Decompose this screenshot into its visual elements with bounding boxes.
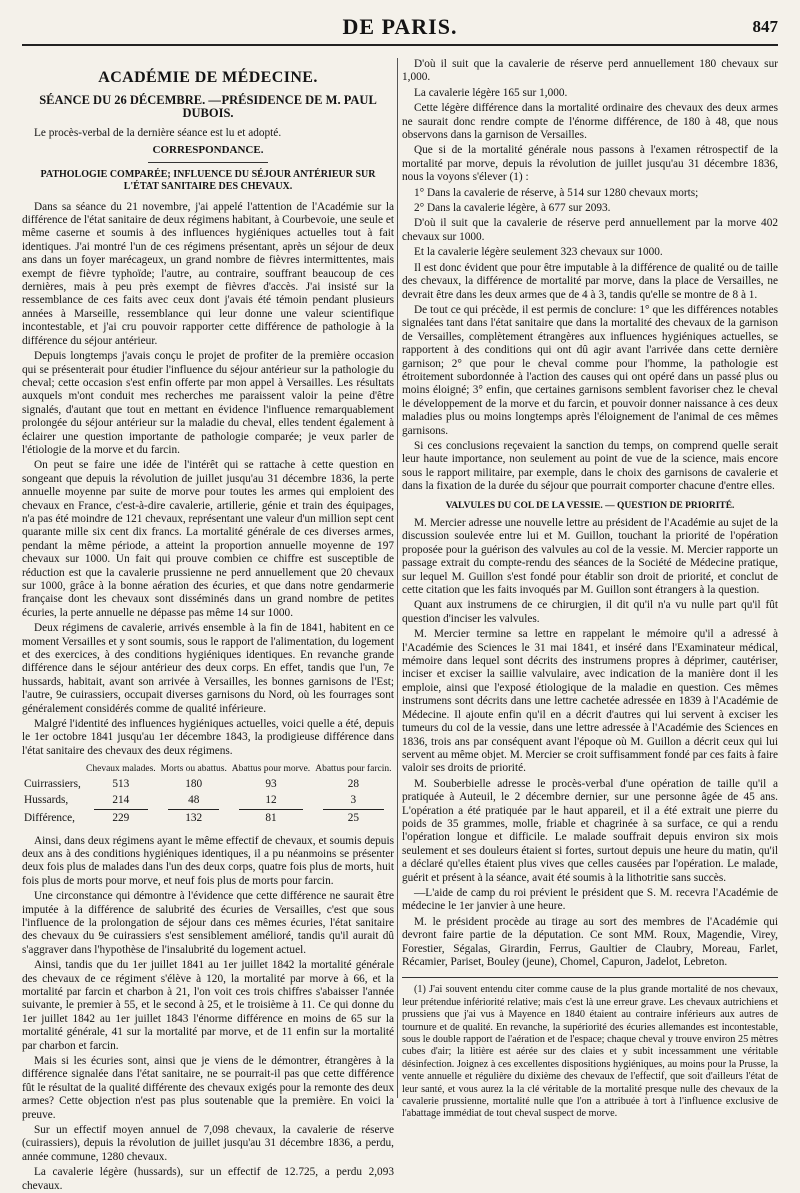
paragraph: Quant aux instrumens de ce chirurgien, il dit qu'il n'a vu nulle part qu'il fût question d'inciser les valvules.	[402, 599, 778, 626]
paragraph: Deux régimens de cavalerie, arrivés ensemble à la fin de 1841, habitent en ce moment Versailles et y sont soumis, sous le rapport de l'alimentation, du logement et des exercices, à des conditions hygiéniques identiques. En revanche grande différence dans le séjour antérieur des deux corps. En effet, tandis que l'un, 7e hussards, habitait, avant son arrivée à Versailles, les bonnes garnisons de l'Est; l'autre, 9e cuirassiers, occupait diverses garnisons du Nord, où les fourrages sont généralement considérés comme de qualité inférieure.	[22, 622, 394, 716]
table-cell: 12	[229, 793, 312, 808]
right-column	[402, 58, 778, 1098]
table-cell: 513	[84, 777, 159, 792]
paragraph: 2° Dans la cavalerie légère, à 677 sur 2093.	[402, 202, 778, 215]
table-cell: Hussards,	[22, 793, 84, 808]
paragraph: Il est donc évident que pour être imputable à la différence de qualité ou de taille des chevaux, la différence de mortalité par morve, dans la place de Versailles, ne devrait être dans les deux armes que de 4 à 3, tandis qu'elle se montre de 8 à 1.	[402, 262, 778, 302]
page-header-title: DE PARIS.	[0, 14, 800, 40]
table-cell: 132	[158, 811, 229, 826]
table-cell: 93	[229, 777, 312, 792]
table-header: Abattus pour morve.	[229, 764, 312, 777]
table-cell: 28	[313, 777, 394, 792]
table-header: Chevaux malades.	[84, 764, 159, 777]
mortality-table	[22, 764, 394, 826]
table-header	[22, 764, 84, 777]
paragraph: D'où il suit que la cavalerie de réserve perd annuellement par la morve 402 chevaux sur 1000.	[402, 217, 778, 244]
table-cell: 180	[158, 777, 229, 792]
seance-date: SÉANCE DU 26 DÉCEMBRE.	[39, 93, 205, 107]
paragraph: Depuis longtemps j'avais conçu le projet de profiter de la première occasion qui se présenterait pour étudier l'influence du séjour antérieur sur la pathologie du cheval; cette occasion s'est enfin offerte par mon appel à Versailles. Les résultats auxquels m'ont conduit mes recherches me paraissent valoir la peine d'être signalés, d'autant que tout en mettant en évidence l'influence remarquablement prolongée du séjour antérieur sur la maladie du cheval, elles tendent également à éclairer une question importante de pathologie comparée; je veux parler de l'étiologie de la morve et du farcin.	[22, 350, 394, 457]
paragraph: La cavalerie légère (hussards), sur un effectif de 12.725, a perdu 2,093 chevaux.	[22, 1166, 394, 1193]
right-paragraphs-a	[402, 58, 778, 494]
footnote: (1) J'ai souvent entendu citer comme cause de la plus grande mortalité de nos chevaux, leur prétendue infériorité relative; mais c'est là une erreur grave. Les chevaux autrichiens et prussiens que j'ai vus à Mayence en 1840 étaient au contraire inférieurs aux autres de tournure et de qualité. En revanche, la supériorité des écuries allemandes est incontestable, sous le double rapport de l'aération et de l'espace; chaque cheval y trouve environ 25 mètres cubes d'air; la litière est aérée sur des claies et y subit incessamment une véritable désinfection. Joignez à ces excellentes dispositions hygiéniques, au moins pour la Prusse, la vente annuelle et régulière du dixième des chevaux de l'effectif, que soit d'ailleurs l'état de leur santé, et vous aurez la la clé véritable de la mortalité presque nulle des chevaux de la cavalerie prussienne, mortalité nulle que l'on a attribuée à tort à l'influence exclusive de l'abattage immédiat de tout cheval suspect de morve.	[402, 984, 778, 1120]
header-rule	[22, 44, 778, 46]
left-paragraphs-b	[22, 835, 394, 1193]
table-row	[22, 777, 394, 792]
paragraph: —L'aide de camp du roi prévient le président que S. M. recevra l'Académie de médecine le 1er janvier à une heure.	[402, 887, 778, 914]
paragraph: Si ces conclusions reçevaient la sanction du temps, on comprend quelle serait leur haute importance, non seulement au point de vue de la science, mais encore sous le rapport militaire, par exemple, dans le choix des garnisons de cavalerie et dans la fixation de la durée du séjour que pourrait comporter chacune d'entre elles.	[402, 440, 778, 494]
table-row	[22, 793, 394, 808]
paragraph: Sur un effectif moyen annuel de 7,098 chevaux, la cavalerie de réserve (cuirassiers), depuis la révolution de juillet jusqu'au 31 décembre 1836, a perdu, année commune, 1280 chevaux.	[22, 1124, 394, 1164]
section-heading: ACADÉMIE DE MÉDECINE.	[22, 68, 394, 88]
valvules-heading: VALVULES DU COL DE LA VESSIE. — QUESTION DE PRIORITÉ.	[402, 500, 778, 513]
paragraph: Ainsi, dans deux régimens ayant le même effectif de chevaux, et soumis depuis deux ans à des conditions hygiéniques identiques, il a pu néanmoins se présenter deux fois plus de malades dans l'un des deux corps, quatre fois plus de morts, huit fois plus de morts pour morve, et neuf fois plus de morts pour farcin.	[22, 835, 394, 889]
table-row	[22, 811, 394, 826]
left-paragraphs-a	[22, 201, 394, 759]
paragraph: Que si de la mortalité générale nous passons à l'examen rétrospectif de la mortalité par morve, depuis la révolution de juillet jusqu'au 31 décembre 1836, nous la voyons s'élever (1) :	[402, 144, 778, 184]
paragraph: M. Mercier termine sa lettre en rappelant le mémoire qu'il a adressé à l'Académie des Sciences le 31 mai 1841, et inséré dans l'Examinateur médical, mémoire dans lequel sont décrits des instrumens propres à déprimer, cautériser, inciser et exciser la saillie valvulaire, avec indication de la manière dont il les emploie, ainsi que l'exposé étiologique de la maladie en question. Ces mêmes instrumens sont décrits dans une lettre cachetée adressée en 1839 à l'Académie de Médecine. Il ajoute enfin qu'il en a décrit d'autres qui lui servent à exciser les tumeurs du col de la vessie, dans une lettre adressée à l'Académie des Sciences en 1836, trois ans par conséquent avant l'époque où M. Guillon a décrit ceux qui lui servent au même objet. M. Mercier se croit suffisamment fondé par ces faits à faire valoir ses droits de priorité.	[402, 628, 778, 775]
footnote-rule	[402, 977, 778, 978]
paragraph: M. Mercier adresse une nouvelle lettre au président de l'Académie au sujet de la discussion soulevée entre lui et M. Guillon, touchant la priorité de l'opération proposée pour la guérison des valvules au col de la vessie. M. Mercier rapporte un passage extrait du compte-rendu des séances de la Société de Médecine pratique, sur lequel M. Guillon s'est fondé pour établir son droit de priorité, et conclut de cette citation que les faits invoqués par M. Guillon sont étrangers à la question.	[402, 517, 778, 597]
table-cell: 229	[84, 811, 159, 826]
table-header: Abattus pour farcin.	[313, 764, 394, 777]
seance-presidence: PRÉSIDENCE DE M. PAUL DUBOIS.	[182, 93, 376, 120]
paragraph: Mais si les écuries sont, ainsi que je viens de le démontrer, étrangères à la différence signalée dans l'état sanitaire, ne se pourrait-il pas que cette différence fût le résultat de la qualité différente des chevaux exigés pour la remonte des deux armes? Cette objection n'est pas plus soutenable que la première. En voici la preuve.	[22, 1055, 394, 1122]
paragraph: Et la cavalerie légère seulement 323 chevaux sur 1000.	[402, 246, 778, 259]
page-number: 847	[753, 17, 779, 37]
table-cell: 3	[313, 793, 394, 808]
table-cell: 214	[84, 793, 159, 808]
right-paragraphs-b	[402, 517, 778, 969]
paragraph: D'où il suit que la cavalerie de réserve perd annuellement 180 chevaux sur 1,000.	[402, 58, 778, 85]
correspondance-heading: CORRESPONDANCE.	[22, 144, 394, 157]
seance-line: SÉANCE DU 26 DÉCEMBRE. — PRÉSIDENCE DE M. PAUL DUBOIS.	[22, 94, 394, 121]
section-rule	[148, 162, 268, 163]
table-cell: 81	[229, 811, 312, 826]
paragraph: De tout ce qui précède, il est permis de conclure: 1° que les différences notables signalées tant dans l'état sanitaire que dans la mortalité des chevaux de la garnison de Versailles, complètement étrangères aux influences hygiéniques actuelles, se rapportent à des conditions qui ont dû agir avant l'arrivée dans cette dernière garnison; 2° que pour le cheval comme pour l'homme, la pathologie est étroitement subordonnée à l'action des causes qui ont opéré dans un passé plus ou moins éloigné; 3° enfin, que certaines garnisons semblent favoriser chez le cheval le développement de la morve et du farcin, et pouvoir donner naissance à ces deux maladies plus ou moins longtemps après l'éloignement de l'animal de ces mêmes garnisons.	[402, 304, 778, 438]
masthead	[0, 0, 800, 46]
table-header-row	[22, 764, 394, 777]
column-divider	[397, 58, 398, 1098]
left-column	[22, 58, 394, 1098]
paragraph: Une circonstance qui démontre à l'évidence que cette différence ne saurait être imputée à la différence de salubrité des écuries de Versailles, c'est que sous l'influence de la prolongation de séjour dans ces mêmes écuries, l'état sanitaire des chevaux du 9e cuirassiers s'est sensiblement amélioré, tandis qu'il aurait dû s'aggraver dans l'hypothèse de l'insalubrité du logement actuel.	[22, 890, 394, 957]
table-cell: 48	[158, 793, 229, 808]
paragraph: Cette légère différence dans la mortalité ordinaire des chevaux des deux armes ne saurait donc rendre compte de l'énorme différence, de 180 à 48, que nous observons dans la garnison de Versailles.	[402, 102, 778, 142]
paragraph: La cavalerie légère 165 sur 1,000.	[402, 87, 778, 100]
proces-verbal: Le procès-verbal de la dernière séance est lu et adopté.	[22, 127, 394, 140]
table-cell: Différence,	[22, 811, 84, 826]
paragraph: Ainsi, tandis que du 1er juillet 1841 au 1er juillet 1842 la mortalité générale des chevaux de ce régiment s'élève à 120, la mortalité par morve à 66, et la mortalité par farcin et charbon à 21, l'on voit ces trois chiffres s'abaisser l'année suivante, le premier à 55, et le second à 25, et le troisième à 11. Ce qui donne du 1er juillet 1842 au 1er juillet 1843 l'énorme différence en moins de 65 sur la mortalité générale, 41 sur la mortalité par morve, et de 11 enfin sur la mortalité par charbon et farcin.	[22, 959, 394, 1053]
table-cell: Cuirrassiers,	[22, 777, 84, 792]
paragraph: Dans sa séance du 21 novembre, j'ai appelé l'attention de l'Académie sur la différence de l'état sanitaire de deux régimens habitant, à Courbevoie, une seule et même caserne et soumis à des influences hygiéniques actuelles tout à fait identiques. J'ai montré l'un de ces régimens présentant, après un séjour de deux ans dans un foyer marécageux, un grand nombre de fièvres intermittentes, mais exempt de fièvre typhoïde; l'autre, au contraire, souffrant beaucoup de ces dernières, mais à peu près exempt de fièvres d'accès. J'ai insisté sur la ressemblance de ces faits avec ceux dont j'avais été témoin pendant plusieurs années à Marseille, ressemblance qui leur donne une valeur scientifique incontestable, et j'ai cru pouvoir rapporter cette différence de pathologie à la différence du séjour antérieur.	[22, 201, 394, 348]
paragraph: On peut se faire une idée de l'intérêt qui se rattache à cette question en songeant que depuis la révolution de juillet jusqu'au 31 décembre 1836, la perte annuelle moyenne par suite de morve pour toutes les armes qui emploient des chevaux en France, c'est-à-dire cavalerie, artillerie, génie et train des équipages, n'a pas été moindre de 121 chevaux, représentant une valeur d'un million sept cent quarante mille six cent dix francs. La mortalité générale de ces diverses armes, pendant la même période, a atteint la proportion annuelle moyenne de 197 chevaux sur 1000. Un fait qui prouve combien ce chiffre est susceptible de réduction est que la cavalerie prussienne ne perd annuellement que 20 chevaux sur 1000, grâce à la bonne aération des écuries, et que dans notre gendarmerie française dont les chevaux sont disséminés dans un grand nombre de petites écuries, la perte annuelle ne dépasse pas même 14 sur 1000.	[22, 459, 394, 620]
table-header: Morts ou abattus.	[158, 764, 229, 777]
paragraph: M. le président procède au tirage au sort des membres de l'Académie qui devront faire partie de la députation. Ce sont MM. Roux, Magendie, Virey, Forestier, Ségalas, Girardin, Ferrus, Gaultier de Claubry, Moreau, Farlet, Récamier, Pariset, Bouley (jeune), Chomel, Capuron, Jadelot, Lebreton.	[402, 916, 778, 970]
paragraph: M. Souberbielle adresse le procès-verbal d'une opération de taille qu'il a pratiquée à Auteuil, le 2 décembre dernier, sur une personne âgée de 45 ans. L'opération a été pratiquée par le haut appareil, et il a été extrait une pierre du poids de 35 grammes, molle, friable et chagrinée à sa surface, ce qui a rendu l'opération longue et difficile. Le malade souffrait depuis environ six mois seulement et ses douleurs étaient si fortes, surtout depuis une heure du matin, qu'il a déclaré qu'elles étaient plus vives que celles causées par l'opération. Le malade, guérit et présent à la séance, avait été soumis à la lithotritie sans succès.	[402, 778, 778, 885]
subject-heading: PATHOLOGIE COMPARÉE; INFLUENCE DU SÉJOUR ANTÉRIEUR SUR L'ÉTAT SANITAIRE DES CHEVAUX.	[22, 169, 394, 193]
paragraph: Malgré l'identité des influences hygiéniques actuelles, voici quelle a été, depuis le 1er octobre 1841 jusqu'au 1er décembre 1843, la prodigieuse différence dans l'état sanitaire des chevaux des deux régimens.	[22, 718, 394, 758]
table-cell: 25	[313, 811, 394, 826]
paragraph: 1° Dans la cavalerie de réserve, à 514 sur 1280 chevaux morts;	[402, 187, 778, 200]
